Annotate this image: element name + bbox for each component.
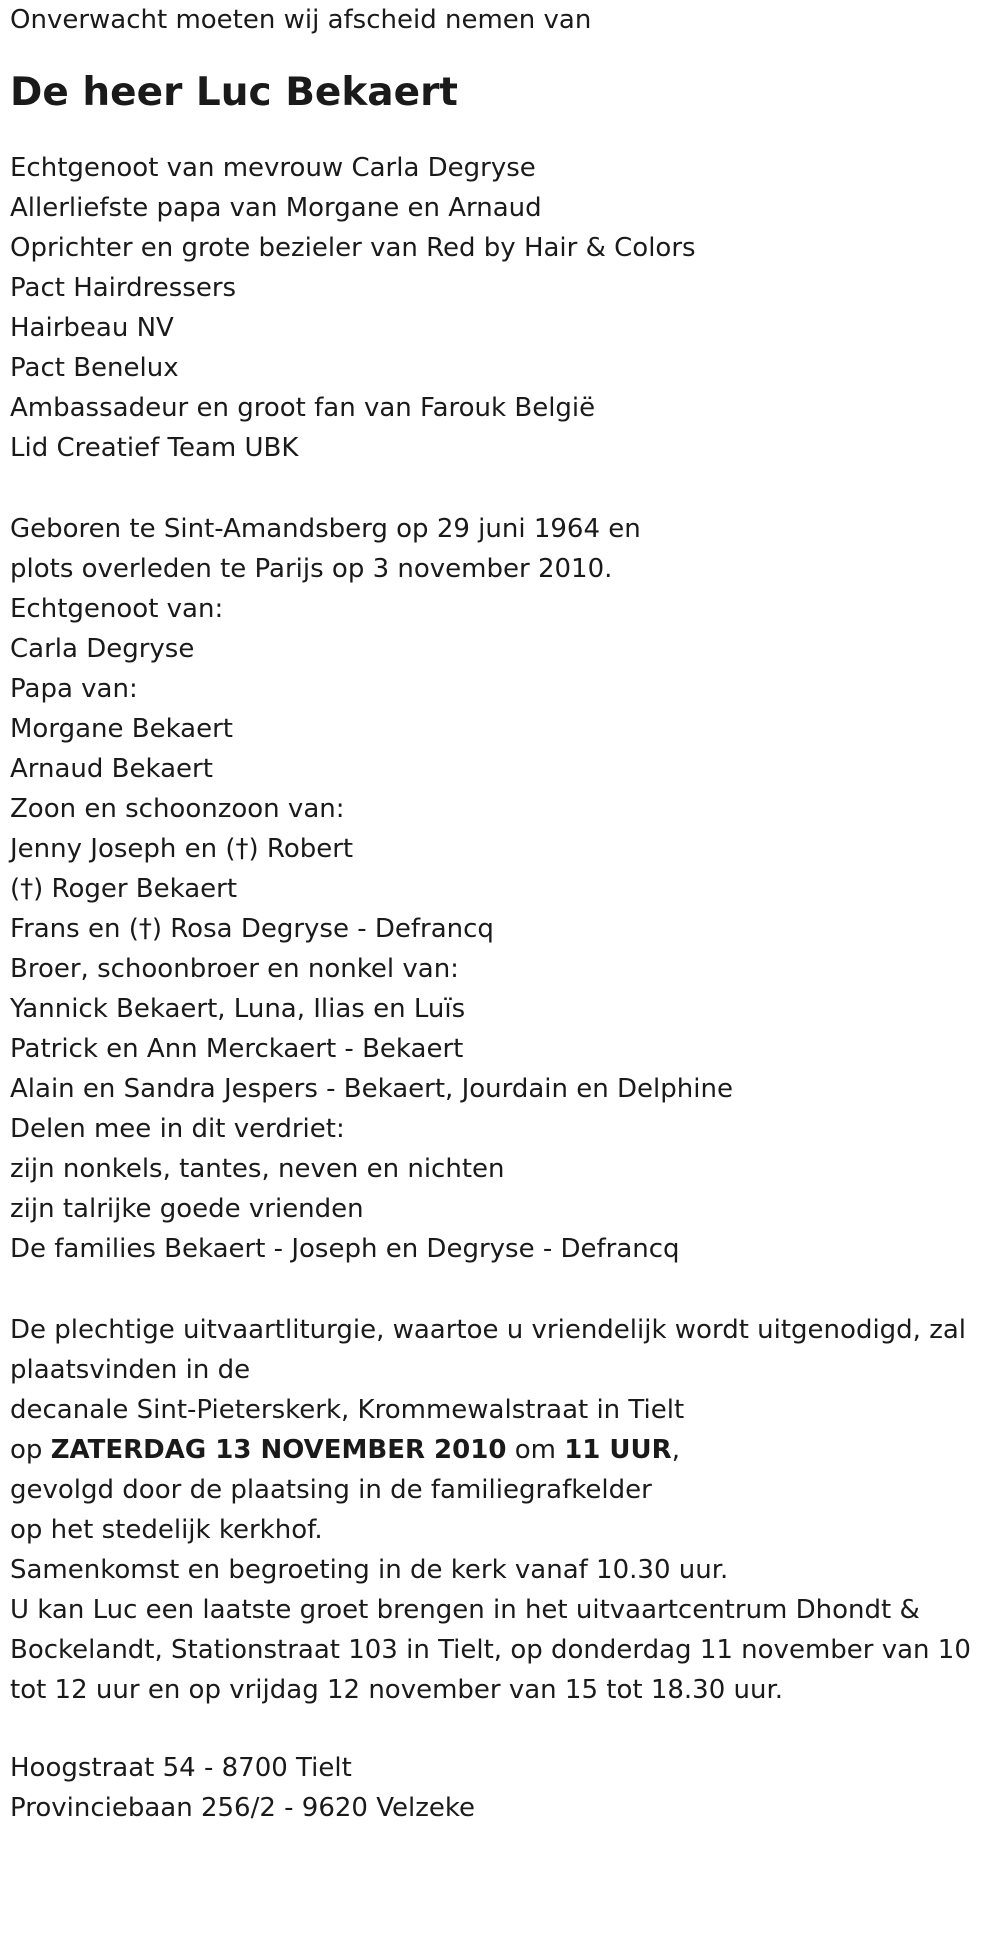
family-line: Alain en Sandra Jespers - Bekaert, Jourdain en Delphine bbox=[10, 1074, 733, 1104]
funeral-invite-line: De plechtige uitvaartliturgie, waartoe u vriendelijk wordt uitgenodigd, zal bbox=[10, 1315, 967, 1345]
career-line: Pact Hairdressers bbox=[10, 273, 237, 303]
addresses-block bbox=[10, 1748, 995, 1828]
intro-line: Onverwacht moeten wij afscheid nemen van bbox=[10, 5, 592, 35]
family-line: Zoon en schoonzoon van: bbox=[10, 794, 345, 824]
family-line: De families Bekaert - Joseph en Degryse - Defrancq bbox=[10, 1234, 680, 1264]
funeral-datetime-line bbox=[10, 1430, 995, 1470]
family-line: Papa van: bbox=[10, 674, 138, 704]
visit-line: U kan Luc een laatste groet brengen in het uitvaartcentrum Dhondt & bbox=[10, 1595, 920, 1625]
funeral-invite-line: plaatsvinden in de bbox=[10, 1355, 251, 1385]
family-line: Broer, schoonbroer en nonkel van: bbox=[10, 954, 459, 984]
address-line: Hoogstraat 54 - 8700 Tielt bbox=[10, 1753, 352, 1783]
career-line: Oprichter en grote bezieler van Red by Hair & Colors bbox=[10, 233, 696, 263]
family-line: Jenny Joseph en (†) Robert bbox=[10, 834, 354, 864]
career-block bbox=[10, 228, 995, 468]
death-line: plots overleden te Parijs op 3 november 2010. bbox=[10, 554, 613, 584]
family-line: Echtgenoot van: bbox=[10, 594, 224, 624]
funeral-date: ZATERDAG 13 NOVEMBER 2010 bbox=[50, 1435, 507, 1465]
family-line: Yannick Bekaert, Luna, Ilias en Luïs bbox=[10, 994, 466, 1024]
obituary-document bbox=[10, 0, 995, 1828]
family-line: Frans en (†) Rosa Degryse - Defrancq bbox=[10, 914, 494, 944]
op-word: op bbox=[10, 1435, 43, 1465]
cemetery-line: op het stedelijk kerkhof. bbox=[10, 1515, 323, 1545]
role-line: Echtgenoot van mevrouw Carla Degryse bbox=[10, 153, 536, 183]
family-line: Morgane Bekaert bbox=[10, 714, 233, 744]
address-line: Provinciebaan 256/2 - 9620 Velzeke bbox=[10, 1793, 475, 1823]
family-line: Patrick en Ann Merckaert - Bekaert bbox=[10, 1034, 464, 1064]
family-line: Carla Degryse bbox=[10, 634, 195, 664]
om-word: om bbox=[514, 1435, 556, 1465]
funeral-block bbox=[10, 1310, 995, 1710]
funeral-time: 11 UUR bbox=[564, 1435, 672, 1465]
birth-line: Geboren te Sint-Amandsberg op 29 juni 1964 en bbox=[10, 514, 641, 544]
family-block bbox=[10, 589, 995, 1269]
roles-block bbox=[10, 148, 995, 228]
burial-line: gevolgd door de plaatsing in de familiegrafkelder bbox=[10, 1475, 652, 1505]
gathering-line: Samenkomst en begroeting in de kerk vanaf 10.30 uur. bbox=[10, 1555, 729, 1585]
career-line: Lid Creatief Team UBK bbox=[10, 433, 299, 463]
family-line: Delen mee in dit verdriet: bbox=[10, 1114, 345, 1144]
comma: , bbox=[671, 1435, 680, 1465]
deceased-name-heading: De heer Luc Bekaert bbox=[10, 70, 458, 115]
career-line: Hairbeau NV bbox=[10, 313, 174, 343]
family-line: (†) Roger Bekaert bbox=[10, 874, 238, 904]
role-line: Allerliefste papa van Morgane en Arnaud bbox=[10, 193, 542, 223]
life-dates-block bbox=[10, 509, 995, 589]
family-line: Arnaud Bekaert bbox=[10, 754, 213, 784]
career-line: Ambassadeur en groot fan van Farouk België bbox=[10, 393, 596, 423]
church-line: decanale Sint-Pieterskerk, Krommewalstraat in Tielt bbox=[10, 1395, 685, 1425]
family-line: zijn nonkels, tantes, neven en nichten bbox=[10, 1154, 505, 1184]
family-line: zijn talrijke goede vrienden bbox=[10, 1194, 364, 1224]
visit-line: Bockelandt, Stationstraat 103 in Tielt, op donderdag 11 november van 10 bbox=[10, 1635, 971, 1665]
career-line: Pact Benelux bbox=[10, 353, 179, 383]
visit-line: tot 12 uur en op vrijdag 12 november van 15 tot 18.30 uur. bbox=[10, 1675, 784, 1705]
